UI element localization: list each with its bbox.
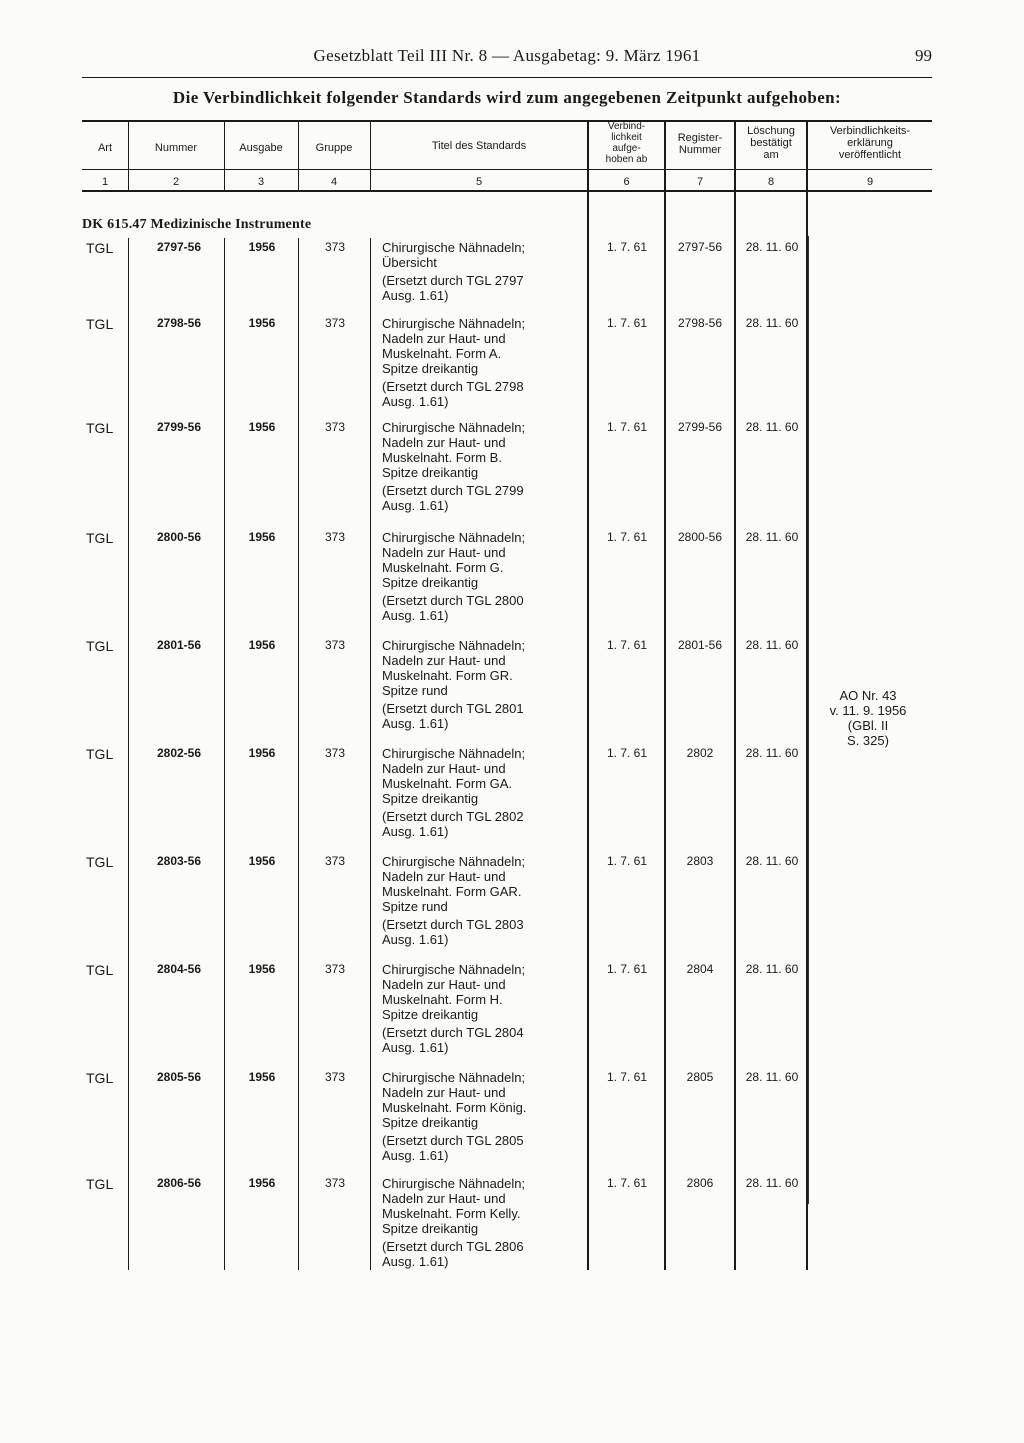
loeschung-cell: 28. 11. 60	[745, 240, 799, 254]
loeschung-cell: 28. 11. 60	[745, 638, 799, 652]
ausgabe-cell: 1956	[248, 854, 276, 868]
col-number: 2	[172, 176, 180, 188]
table-row	[0, 746, 1024, 846]
title-line: Chirurgische Nähnadeln;	[382, 1070, 526, 1085]
title-line: Spitze dreikantig	[382, 791, 479, 806]
gruppe-cell: 373	[324, 530, 346, 544]
title-line: Chirurgische Nähnadeln;	[382, 420, 526, 435]
art-cell: TGL	[86, 316, 114, 332]
col-number: 4	[330, 176, 338, 188]
title-line: Muskelnaht. Form GAR.	[382, 884, 522, 899]
title-line: Spitze rund	[382, 899, 448, 914]
ausgabe-cell: 1956	[248, 1176, 276, 1190]
replaced-line: Ausg. 1.61)	[382, 716, 449, 731]
loeschung-cell: 28. 11. 60	[745, 1070, 799, 1084]
title-line: Nadeln zur Haut- und	[382, 331, 506, 346]
title-cell	[382, 420, 582, 513]
col-divider	[128, 122, 129, 190]
col-divider	[224, 122, 225, 190]
replaced-line: Ausg. 1.61)	[382, 1040, 449, 1055]
nummer-cell: 2804-56	[156, 962, 202, 976]
loeschung-cell: 28. 11. 60	[745, 316, 799, 330]
title-line: Nadeln zur Haut- und	[382, 653, 506, 668]
header-line: hoben ab	[605, 154, 648, 165]
nummer-cell: 2805-56	[156, 1070, 202, 1084]
title-line: Muskelnaht. Form Kelly.	[382, 1206, 521, 1221]
nummer-cell: 2802-56	[156, 746, 202, 760]
header-bottom-rule	[82, 169, 932, 170]
page-number: 99	[915, 46, 932, 65]
table-top-rule	[82, 120, 932, 122]
header-title: Gesetzblatt Teil III Nr. 8 — Ausgabetag: 9. März 1961	[313, 46, 701, 65]
note-line: v. 11. 9. 1956	[829, 703, 907, 718]
nummer-cell: 2800-56	[156, 530, 202, 544]
numbers-bottom-rule	[82, 190, 932, 192]
title-line: Chirurgische Nähnadeln;	[382, 316, 526, 331]
header-line: lichkeit	[611, 132, 642, 143]
ausgabe-cell: 1956	[248, 316, 276, 330]
title-line: Muskelnaht. Form GA.	[382, 776, 513, 791]
col-header-ausgabe: Ausgabe	[239, 142, 283, 154]
col-number: 9	[866, 176, 874, 188]
title-line: Muskelnaht. Form B.	[382, 450, 502, 465]
note-line: (GBl. II	[847, 718, 889, 733]
replaced-line: (Ersetzt durch TGL 2803	[382, 917, 524, 932]
register-cell: 2801-56	[677, 638, 723, 652]
title-line: Nadeln zur Haut- und	[382, 435, 506, 450]
ausgabe-cell: 1956	[248, 420, 276, 434]
title-cell	[382, 530, 582, 623]
title-cell	[382, 854, 582, 947]
title-line: Nadeln zur Haut- und	[382, 977, 506, 992]
col-divider	[298, 122, 299, 190]
page-header	[82, 46, 932, 74]
replaced-line: (Ersetzt durch TGL 2797	[382, 273, 524, 288]
title-line: Muskelnaht. Form König.	[382, 1100, 527, 1115]
title-line: Nadeln zur Haut- und	[382, 869, 506, 884]
loeschung-cell: 28. 11. 60	[745, 1176, 799, 1190]
replaced-line: Ausg. 1.61)	[382, 1254, 449, 1269]
title-line: Chirurgische Nähnadeln;	[382, 746, 526, 761]
title-line: Chirurgische Nähnadeln;	[382, 1176, 526, 1191]
register-cell: 2805	[686, 1070, 714, 1084]
replaced-line: (Ersetzt durch TGL 2798	[382, 379, 524, 394]
replaced-line: Ausg. 1.61)	[382, 288, 449, 303]
ausgabe-cell: 1956	[248, 530, 276, 544]
nummer-cell: 2797-56	[156, 240, 202, 254]
title-line: Spitze rund	[382, 683, 448, 698]
register-cell: 2798-56	[677, 316, 723, 330]
header-line: Nummer	[678, 144, 722, 156]
art-cell: TGL	[86, 854, 114, 870]
replaced-line: (Ersetzt durch TGL 2802	[382, 809, 524, 824]
aufgehoben-cell: 1. 7. 61	[606, 420, 648, 434]
title-line: Nadeln zur Haut- und	[382, 761, 506, 776]
art-cell: TGL	[86, 420, 114, 436]
aufgehoben-cell: 1. 7. 61	[606, 854, 648, 868]
table-row	[0, 420, 1024, 520]
gruppe-cell: 373	[324, 746, 346, 760]
header-line: erklärung	[847, 137, 893, 149]
title-line: Muskelnaht. Form H.	[382, 992, 503, 1007]
header-line: Verbind-	[607, 121, 646, 132]
art-cell: TGL	[86, 962, 114, 978]
replaced-line: Ausg. 1.61)	[382, 498, 449, 513]
col-header-nummer: Nummer	[154, 142, 198, 154]
gruppe-cell: 373	[324, 962, 346, 976]
header-line: Verbindlichkeits-	[829, 125, 911, 137]
table-heading: Die Verbindlichkeit folgender Standards wird zum angegebenen Zeitpunkt aufgehoben:	[172, 88, 842, 107]
gruppe-cell: 373	[324, 240, 346, 254]
replaced-line: Ausg. 1.61)	[382, 932, 449, 947]
title-line: Chirurgische Nähnadeln;	[382, 530, 526, 545]
aufgehoben-cell: 1. 7. 61	[606, 746, 648, 760]
aufgehoben-cell: 1. 7. 61	[606, 1070, 648, 1084]
col-number: 1	[101, 176, 109, 188]
register-cell: 2803	[686, 854, 714, 868]
replaced-line: (Ersetzt durch TGL 2800	[382, 593, 524, 608]
table-row	[0, 962, 1024, 1062]
register-cell: 2806	[686, 1176, 714, 1190]
nummer-cell: 2801-56	[156, 638, 202, 652]
aufgehoben-cell: 1. 7. 61	[606, 316, 648, 330]
replaced-line: (Ersetzt durch TGL 2805	[382, 1133, 524, 1148]
title-cell	[382, 962, 582, 1055]
table-row	[0, 1176, 1024, 1276]
table-row	[0, 854, 1024, 954]
replaced-line: Ausg. 1.61)	[382, 824, 449, 839]
loeschung-cell: 28. 11. 60	[745, 420, 799, 434]
aufgehoben-cell: 1. 7. 61	[606, 638, 648, 652]
title-line: Chirurgische Nähnadeln;	[382, 638, 526, 653]
header-line: bestätigt	[750, 137, 792, 149]
register-cell: 2802	[686, 746, 714, 760]
art-cell: TGL	[86, 1070, 114, 1086]
header-line: Register-	[677, 132, 723, 144]
loeschung-cell: 28. 11. 60	[745, 746, 799, 760]
title-cell	[382, 240, 582, 303]
gruppe-cell: 373	[324, 420, 346, 434]
art-cell: TGL	[86, 638, 114, 654]
title-line: Muskelnaht. Form GR.	[382, 668, 513, 683]
gruppe-cell: 373	[324, 316, 346, 330]
ausgabe-cell: 1956	[248, 638, 276, 652]
header-line: am	[763, 149, 779, 161]
col-number: 6	[623, 176, 630, 188]
gruppe-cell: 373	[324, 1176, 346, 1190]
header-line: veröffentlicht	[838, 149, 902, 161]
title-cell	[382, 638, 582, 731]
gruppe-cell: 373	[324, 854, 346, 868]
loeschung-cell: 28. 11. 60	[745, 962, 799, 976]
title-line: Spitze dreikantig	[382, 1221, 479, 1236]
ausgabe-cell: 1956	[248, 240, 276, 254]
header-line: aufge-	[612, 143, 641, 154]
section-title: DK 615.47 Medizinische Instrumente	[82, 217, 312, 232]
verbindlichkeitserklaerung-note	[818, 688, 918, 748]
replaced-line: Ausg. 1.61)	[382, 608, 449, 623]
replaced-line: Ausg. 1.61)	[382, 1148, 449, 1163]
table-row	[0, 1070, 1024, 1170]
gruppe-cell: 373	[324, 638, 346, 652]
loeschung-cell: 28. 11. 60	[745, 530, 799, 544]
ausgabe-cell: 1956	[248, 746, 276, 760]
aufgehoben-cell: 1. 7. 61	[606, 1176, 648, 1190]
aufgehoben-cell: 1. 7. 61	[606, 530, 648, 544]
title-line: Chirurgische Nähnadeln;	[382, 854, 526, 869]
aufgehoben-cell: 1. 7. 61	[606, 962, 648, 976]
header-line: Löschung	[747, 125, 795, 137]
title-line: Nadeln zur Haut- und	[382, 1085, 506, 1100]
art-cell: TGL	[86, 530, 114, 546]
register-cell: 2800-56	[677, 530, 723, 544]
ausgabe-cell: 1956	[248, 962, 276, 976]
table-row	[0, 530, 1024, 630]
title-line: Muskelnaht. Form A.	[382, 346, 502, 361]
title-line: Muskelnaht. Form G.	[382, 560, 504, 575]
nummer-cell: 2798-56	[156, 316, 202, 330]
col-header-art: Art	[97, 142, 113, 154]
col-number: 7	[696, 176, 704, 188]
nummer-cell: 2799-56	[156, 420, 202, 434]
header-rule	[82, 77, 932, 78]
title-line: Nadeln zur Haut- und	[382, 545, 506, 560]
col-header-verbindlichkeit	[589, 121, 664, 165]
title-cell	[382, 1070, 582, 1163]
col-header-verbindlichkeitserklaerung	[808, 125, 932, 161]
title-line: Spitze dreikantig	[382, 465, 479, 480]
replaced-line: (Ersetzt durch TGL 2799	[382, 483, 524, 498]
col-header-titel: Titel des Standards	[431, 140, 527, 152]
replaced-line: (Ersetzt durch TGL 2801	[382, 701, 524, 716]
art-cell: TGL	[86, 1176, 114, 1192]
title-line: Chirurgische Nähnadeln;	[382, 962, 526, 977]
nummer-cell: 2806-56	[156, 1176, 202, 1190]
title-cell	[382, 1176, 582, 1269]
col-header-register	[666, 132, 734, 156]
title-line: Spitze dreikantig	[382, 575, 479, 590]
col-number: 3	[257, 176, 265, 188]
title-cell	[382, 746, 582, 839]
art-cell: TGL	[86, 240, 114, 256]
note-line: S. 325)	[847, 733, 889, 748]
nummer-cell: 2803-56	[156, 854, 202, 868]
ausgabe-cell: 1956	[248, 1070, 276, 1084]
title-line: Spitze dreikantig	[382, 1007, 479, 1022]
aufgehoben-cell: 1. 7. 61	[606, 240, 648, 254]
gruppe-cell: 373	[324, 1070, 346, 1084]
register-cell: 2799-56	[677, 420, 723, 434]
title-line: Übersicht	[382, 255, 437, 270]
col-header-gruppe: Gruppe	[315, 142, 353, 154]
replaced-line: Ausg. 1.61)	[382, 394, 449, 409]
title-line: Nadeln zur Haut- und	[382, 1191, 506, 1206]
replaced-line: (Ersetzt durch TGL 2806	[382, 1239, 524, 1254]
art-cell: TGL	[86, 746, 114, 762]
title-cell	[382, 316, 582, 409]
col-number: 8	[767, 176, 775, 188]
col-header-loeschung	[736, 125, 806, 161]
title-line: Chirurgische Nähnadeln;	[382, 240, 526, 255]
note-line: AO Nr. 43	[839, 688, 897, 703]
replaced-line: (Ersetzt durch TGL 2804	[382, 1025, 524, 1040]
register-cell: 2797-56	[677, 240, 723, 254]
table-row	[0, 316, 1024, 416]
loeschung-cell: 28. 11. 60	[745, 854, 799, 868]
col-divider	[370, 122, 371, 190]
col-number: 5	[475, 176, 483, 188]
title-line: Spitze dreikantig	[382, 361, 479, 376]
title-line: Spitze dreikantig	[382, 1115, 479, 1130]
register-cell: 2804	[686, 962, 714, 976]
